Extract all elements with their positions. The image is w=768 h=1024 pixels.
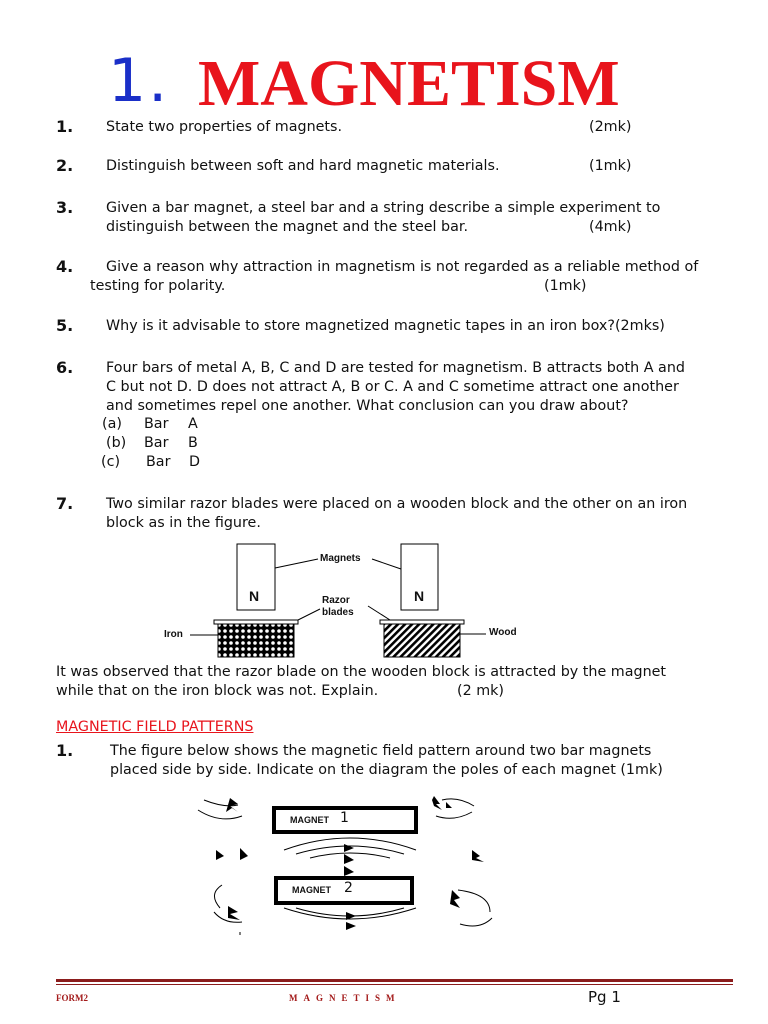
question-text: Why is it advisable to store magnetized magnetic tapes in an iron box?(2mks) (106, 318, 665, 334)
arrow-mark (472, 850, 484, 862)
question-number: 1. (56, 117, 74, 136)
arrow-mark (216, 850, 224, 860)
field-pattern-figure (190, 790, 510, 940)
question-text-line: Give a reason why attraction in magnetism is not regarded as a reliable method of (106, 259, 699, 275)
wood-block (384, 624, 460, 657)
title-word: MAGNETISM (198, 47, 620, 120)
footer-rule (56, 979, 733, 982)
magnet-2-number: 2 (344, 880, 353, 896)
arrow-mark (240, 848, 248, 860)
footer-form: FORM2 (56, 993, 88, 1003)
field-pattern-diagram (190, 790, 510, 940)
magnets-pointer-right (372, 559, 401, 569)
option-label: (b) (106, 435, 127, 451)
field-line (458, 890, 490, 912)
question-text-line: Four bars of metal A, B, C and D are tested for magnetism. B attracts both A and (106, 360, 685, 376)
question-text-line: block as in the figure. (106, 515, 261, 531)
question-marks: (1mk) (589, 158, 632, 174)
magnets-label: Magnets (320, 553, 361, 564)
question-text-line: and sometimes repel one another. What conclusion can you draw about? (106, 398, 629, 414)
left-pole-label: N (249, 588, 260, 604)
option-letter: A (188, 416, 198, 432)
option-label: (c) (101, 454, 121, 470)
left-razor-blade (214, 620, 298, 624)
question-number: 1. (56, 741, 74, 760)
question-marks: (1mk) (544, 278, 587, 294)
q6-option-c (101, 454, 201, 470)
option-label: (a) (102, 416, 122, 432)
q6-option-b (106, 435, 198, 451)
q6-option-a (102, 416, 198, 432)
arrow-mark (344, 866, 354, 876)
option-word: Bar (144, 416, 169, 432)
field-line (436, 812, 472, 818)
field-line (460, 918, 492, 926)
question-text-line: Given a bar magnet, a steel bar and a string describe a simple experiment to (106, 200, 661, 216)
arrow-mark (344, 854, 354, 864)
question-marks: (4mk) (589, 219, 632, 235)
field-line (198, 810, 242, 819)
question-number: 6. (56, 358, 74, 377)
question-marks: (2 mk) (457, 683, 505, 699)
question-marks: (2mk) (589, 119, 632, 135)
right-pole-label: N (414, 588, 425, 604)
option-letter: B (188, 435, 198, 451)
option-word: Bar (144, 435, 169, 451)
question-number: 7. (56, 494, 74, 513)
question-number: 3. (56, 198, 74, 217)
arrow-mark (344, 844, 354, 852)
arrow-mark (228, 906, 240, 920)
question-number: 4. (56, 257, 74, 276)
razor-blades-label-1: Razor (322, 595, 350, 606)
question-text-line: Two similar razor blades were placed on a wooden block and the other on an iron (106, 496, 688, 512)
right-razor-blade (380, 620, 464, 624)
arrow-mark (432, 796, 442, 810)
wood-label: Wood (489, 627, 517, 638)
iron-block (218, 624, 294, 657)
arrow-mark (346, 922, 356, 930)
option-word: Bar (146, 454, 171, 470)
option-letter: D (189, 454, 201, 470)
razor-pointer-right (368, 606, 390, 620)
field-line (214, 885, 222, 908)
question-text-line: The figure below shows the magnetic field pattern around two bar magnets (110, 743, 652, 759)
field-line (310, 853, 390, 858)
arrow-mark (446, 802, 452, 808)
question-text-line: C but not D. D does not attract A, B or C. A and C sometime attract one another (106, 379, 679, 395)
razor-blades-label-2: blades (322, 607, 354, 618)
question-text: State two properties of magnets. (106, 119, 343, 135)
question-text: Distinguish between soft and hard magnetic materials. (106, 158, 500, 174)
magnet-1-word: MAGNET (290, 815, 329, 825)
page-number: Pg 1 (588, 988, 621, 1006)
question-text-line: distinguish between the magnet and the steel bar. (106, 219, 469, 235)
section-heading: MAGNETIC FIELD PATTERNS (56, 719, 254, 735)
razor-blade-figure (150, 538, 540, 660)
question-text-line: testing for polarity. (90, 278, 226, 294)
magnet-2-word: MAGNET (292, 885, 331, 895)
magnets-pointer-left (275, 559, 318, 568)
razor-pointer-left (298, 609, 320, 620)
magnet-1-number: 1 (340, 810, 349, 826)
question-text-line: placed side by side. Indicate on the diagram the poles of each magnet (1mk) (110, 762, 663, 778)
title-number: 1. (108, 46, 170, 116)
question-number: 5. (56, 316, 74, 335)
iron-label: Iron (164, 629, 183, 640)
footer-title: MAGNETISM (289, 993, 401, 1003)
question-number: 2. (56, 156, 74, 175)
footer-rule-thin (56, 984, 733, 985)
observation-line: It was observed that the razor blade on the wooden block is attracted by the magnet (56, 664, 667, 680)
observation-line: while that on the iron block was not. Explain. (56, 683, 379, 699)
arrow-mark (450, 890, 460, 908)
